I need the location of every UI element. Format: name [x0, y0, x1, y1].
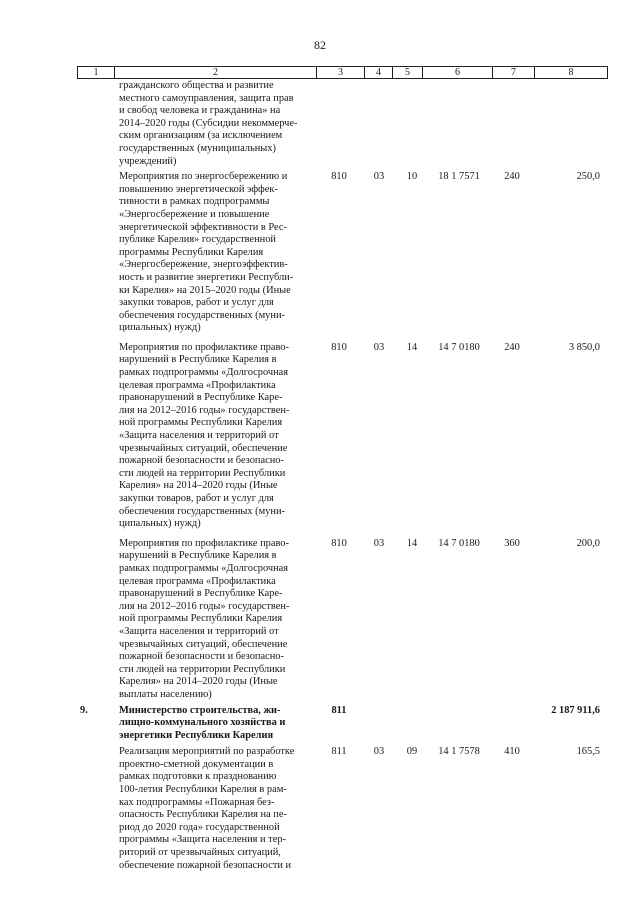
description-line: тивности в рамках подпрограммы	[119, 196, 270, 208]
expense-type-code: 360	[504, 537, 520, 549]
description-line: «Энергосбережение и повышение	[119, 208, 270, 220]
header-col-2: 2	[114, 67, 316, 78]
description-line: Реализация мероприятий по разработке	[119, 746, 295, 758]
header-col-8: 8	[534, 67, 607, 78]
description-line: закупки товаров, работ и услуг для	[119, 493, 274, 504]
target-article-code: 14 7 0180	[438, 341, 480, 353]
description-line: 100-летия Республики Карелия в рам-	[119, 784, 287, 796]
section-code: 03	[373, 341, 385, 353]
expense-type-code: 240	[504, 341, 520, 353]
description-line: рамках подготовки к празднованию	[119, 771, 277, 783]
table-row	[0, 342, 640, 531]
description-line: обеспечение пожарной безопасности и	[119, 859, 292, 871]
description-line: 2014–2020 годы (Субсидии некоммерче-	[119, 117, 298, 129]
description-line: повышению энергетической эффек-	[119, 183, 278, 195]
description-line: ках подпрограммы «Пожарная без-	[119, 796, 275, 808]
row-description	[119, 80, 309, 168]
description-line: Мероприятия по энергосбережению и	[119, 171, 288, 183]
description-line: публике Карелия» государственной	[119, 234, 276, 246]
amount: 250,0	[576, 171, 600, 183]
description-line: «Энергосбережение, энергоэффектив-	[119, 259, 288, 271]
description-line: Карелия» на 2014–2020 годы (Иные	[119, 480, 278, 492]
amount: 200,0	[576, 537, 600, 549]
description-line: местного самоуправления, защита прав	[119, 92, 294, 104]
description-line: программы «Защита населения и тер-	[119, 834, 286, 846]
description-line: опасность Республики Карелия на пе-	[119, 809, 287, 821]
expense-type-code: 410	[504, 746, 520, 758]
page-number: 82	[314, 38, 326, 52]
row-description	[119, 746, 309, 872]
description-line: ципальных) нужд)	[119, 518, 201, 530]
description-line: Министерство строительства, жи-	[119, 704, 281, 716]
description-line: чрезвычайных ситуаций, обеспечение	[119, 638, 288, 650]
description-line: риод до 2020 года» государственной	[119, 821, 280, 833]
target-article-code: 18 1 7571	[438, 171, 480, 183]
ministry-code: 810	[331, 537, 347, 549]
ministry-code: 810	[331, 171, 347, 183]
description-line: Карелия» на 2014–2020 годы (Иные	[119, 676, 278, 688]
table-row	[0, 80, 640, 168]
description-line: сти людей на территории Республики	[119, 467, 286, 479]
row-description	[119, 705, 309, 743]
ministry-code: 810	[331, 341, 347, 353]
table-row	[0, 538, 640, 702]
ministry-code: 811	[331, 746, 347, 758]
target-article-code: 14 7 0180	[438, 537, 480, 549]
target-article-code: 14 1 7578	[438, 746, 480, 758]
description-line: обеспечения государственных (муни-	[119, 505, 285, 517]
description-line: лищно-коммунального хозяйства и	[119, 717, 286, 729]
section-code: 03	[373, 171, 385, 183]
description-line: гражданского общества и развитие	[119, 80, 274, 91]
description-line: Мероприятия по профилактике право-	[119, 341, 289, 353]
header-col-7: 7	[492, 67, 534, 78]
subsection-code: 14	[406, 537, 418, 549]
section-code: 03	[373, 537, 385, 549]
description-line: лия на 2012–2016 годы» государствен-	[119, 404, 290, 416]
description-line: «Защита населения и территорий от	[119, 430, 279, 442]
description-line: «Защита населения и территорий от	[119, 625, 279, 637]
amount: 3 850,0	[568, 341, 600, 353]
description-line: программы Республики Карелия	[119, 246, 264, 258]
header-col-1: 1	[93, 67, 99, 78]
description-line: целевая программа «Профилактика	[119, 575, 276, 587]
description-line: чрезвычайных ситуаций, обеспечение	[119, 442, 288, 454]
subsection-code: 09	[406, 746, 418, 758]
ministry-code: 811	[331, 704, 347, 716]
description-line: ной программы Республики Карелия	[119, 417, 283, 429]
row-description	[119, 171, 309, 335]
row-number: 9.	[80, 704, 88, 716]
description-line: рамках подпрограммы «Долгосрочная	[119, 562, 289, 574]
header-col-6: 6	[422, 67, 492, 78]
description-line: Мероприятия по профилактике право-	[119, 537, 289, 549]
description-line: целевая программа «Профилактика	[119, 379, 276, 391]
description-line: государственных (муниципальных)	[119, 142, 276, 154]
description-line: правонарушений в Республике Каре-	[119, 392, 283, 404]
header-col-5: 5	[392, 67, 422, 78]
table-row	[0, 746, 640, 872]
description-line: закупки товаров, работ и услуг для	[119, 297, 274, 309]
amount: 2 187 911,6	[551, 704, 600, 716]
description-line: энергетики Республики Карелия	[119, 729, 274, 741]
description-line: учреждений)	[119, 155, 177, 167]
description-line: энергетической эффективности в Рес-	[119, 221, 287, 233]
description-line: нарушений в Республике Карелия в	[119, 354, 277, 366]
subsection-code: 10	[406, 171, 418, 183]
description-line: рамках подпрограммы «Долгосрочная	[119, 367, 289, 379]
amount: 165,5	[576, 746, 600, 758]
description-line: проектно-сметной документации в	[119, 758, 274, 770]
description-line: ципальных) нужд)	[119, 322, 201, 334]
description-line: риторий от чрезвычайных ситуаций,	[119, 847, 281, 859]
table-header-row	[77, 66, 608, 79]
description-line: правонарушений в Республике Каре-	[119, 588, 283, 600]
description-line: пожарной безопасности и безопасно-	[119, 455, 284, 467]
description-line: и свобод человека и гражданина» на	[119, 105, 281, 117]
header-col-4: 4	[364, 67, 392, 78]
row-description	[119, 342, 309, 531]
description-line: сти людей на территории Республики	[119, 663, 286, 675]
description-line: пожарной безопасности и безопасно-	[119, 651, 284, 663]
description-line: нарушений в Республике Карелия в	[119, 550, 277, 562]
description-line: ским организациям (за исключением	[119, 130, 283, 142]
table-row	[0, 705, 640, 743]
expense-type-code: 240	[504, 171, 520, 183]
description-line: обеспечения государственных (муни-	[119, 309, 285, 321]
subsection-code: 14	[406, 341, 418, 353]
table-row	[0, 171, 640, 335]
description-line: выплаты населению)	[119, 688, 212, 700]
header-col-3: 3	[316, 67, 364, 78]
description-line: ной программы Республики Карелия	[119, 613, 283, 625]
description-line: лия на 2012–2016 годы» государствен-	[119, 600, 290, 612]
section-code: 03	[373, 746, 385, 758]
description-line: ки Карелия» на 2015–2020 годы (Иные	[119, 284, 291, 296]
row-description	[119, 538, 309, 702]
description-line: ность и развитие энергетики Республи-	[119, 271, 294, 283]
table-body	[0, 80, 640, 872]
